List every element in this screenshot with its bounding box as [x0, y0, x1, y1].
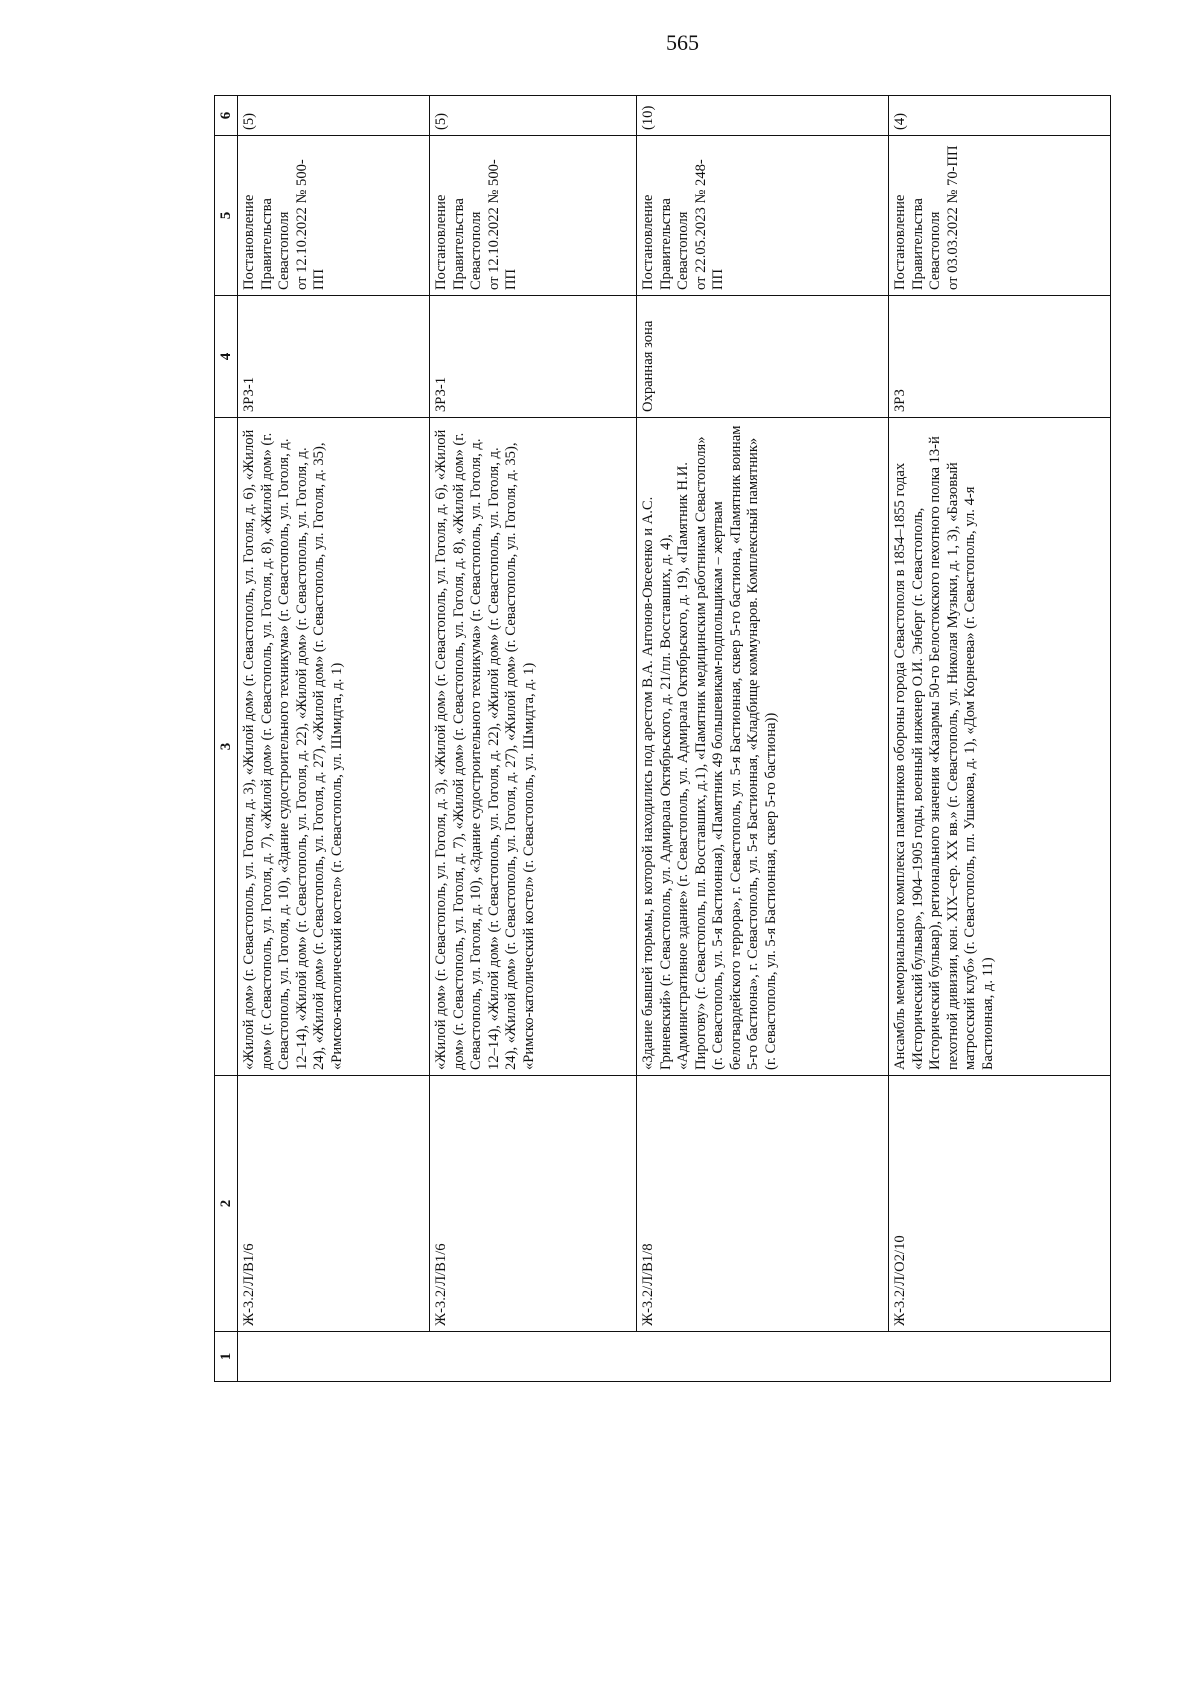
table-header-row	[215, 96, 238, 1382]
header-col-1: 1	[215, 1332, 238, 1382]
cell-document: Постановление Правительства Севастополя от 22.05.2023 № 248-ПП	[637, 136, 889, 296]
cell-code: Ж-3.2/Л/О2/10	[889, 1076, 1111, 1332]
cell-zone: Охранная зона	[637, 296, 889, 418]
cell-zone: ЗРЗ-1	[430, 296, 637, 418]
cell-note: (5)	[430, 96, 637, 136]
page-number: 565	[666, 30, 699, 55]
cell-objects: Ансамбль мемориального комплекса памятников обороны города Севастополя в 1854–1855 годах «Исторический бульвар», 1904–1905 годы, военный инженер О.И. Энберг (г. Севастополь, Исторический бульвар), регионального значения «Казармы 50-го Белостокского пехотного полка 13-й пехотной дивизии, кон. XIX–сер. XX вв.» (г. Севастополь, ул. Николая Музыки, д. 1, 3), «Базовый матросский клуб» (г. Севастополь, пл. Ушакова, д. 1), «Дом Корнеева» (г. Севастополь, ул. 4-я Бастионная, д. 11)	[889, 418, 1111, 1076]
table-row	[889, 96, 1111, 1382]
cell-objects: «Здание бывшей тюрьмы, в которой находились под арестом В.А. Антонов-Овсеенко и А.С. Гриневский» (г. Севастополь, ул. Адмирала Октябрьского, д. 21/пл. Восставших, д. 4), «Административное здание» (г. Севастополь, ул. Адмирала Октябрьского, д. 19), «Памятник Н.И. Пирогову» (г. Севастополь, пл. Восставших, д.1), «Памятник медицинским работникам Севастополя» (г. Севастополь, ул. 5-я Бастионная), «Памятник 49 большевикам-подпольщикам – жертвам белогвардейского террора», г. Севастополь, ул. 5-я Бастионная, сквер 5-го бастиона, «Памятник воинам 5-го бастиона», г. Севастополь, ул. 5-я Бастионная, «Кладбище коммунаров. Комплексный памятник» (г. Севастополь, ул. 5-я Бастионная, сквер 5-го бастиона))	[637, 418, 889, 1076]
table-row	[238, 96, 430, 1382]
cell-code: Ж-3.2/Л/В1/6	[238, 1076, 430, 1332]
header-col-6: 6	[215, 96, 238, 136]
cell-note: (4)	[889, 96, 1111, 136]
cell-zone: ЗРЗ-1	[238, 296, 430, 418]
zones-table	[214, 95, 1111, 1382]
cell-col-1-merged	[238, 1332, 1111, 1382]
table-row	[637, 96, 889, 1382]
cell-code: Ж-3.2/Л/В1/8	[637, 1076, 889, 1332]
header-col-3: 3	[215, 418, 238, 1076]
cell-objects: «Жилой дом» (г. Севастополь, ул. Гоголя, д. 3), «Жилой дом» (г. Севастополь, ул. Гоголя, д. 6), «Жилой дом» (г. Севастополь, ул. Гоголя, д. 7), «Жилой дом» (г. Севастополь, ул. Гоголя, д. 8), «Жилой дом» (г. Севастополь, ул. Гоголя, д. 10), «Здание судостроительного техникума» (г. Севастополь, ул. Гоголя, д. 12–14), «Жилой дом» (г. Севастополь, ул. Гоголя, д. 22), «Жилой дом» (г. Севастополь, ул. Гоголя, д. 24), «Жилой дом» (г. Севастополь, ул. Гоголя, д. 27), «Жилой дом» (г. Севастополь, ул. Гоголя, д. 35), «Римско-католический костел» (г. Севастополь, ул. Шмидта, д. 1)	[430, 418, 637, 1076]
cell-note: (10)	[637, 96, 889, 136]
cell-document: Постановление Правительства Севастополя от 03.03.2022 № 70-ПП	[889, 136, 1111, 296]
cell-document: Постановление Правительства Севастополя от 12.10.2022 № 500-ПП	[238, 136, 430, 296]
cell-note: (5)	[238, 96, 430, 136]
header-col-2: 2	[215, 1076, 238, 1332]
header-col-4: 4	[215, 296, 238, 418]
cell-code: Ж-3.2/Л/В1/6	[430, 1076, 637, 1332]
rotated-table-container	[214, 96, 1080, 1382]
table-row	[430, 96, 637, 1382]
cell-document: Постановление Правительства Севастополя от 12.10.2022 № 500-ПП	[430, 136, 637, 296]
header-col-5: 5	[215, 136, 238, 296]
cell-objects: «Жилой дом» (г. Севастополь, ул. Гоголя, д. 3), «Жилой дом» (г. Севастополь, ул. Гоголя, д. 6), «Жилой дом» (г. Севастополь, ул. Гоголя, д. 7), «Жилой дом» (г. Севастополь, ул. Гоголя, д. 8), «Жилой дом» (г. Севастополь, ул. Гоголя, д. 10), «Здание судостроительного техникума» (г. Севастополь, ул. Гоголя, д. 12–14), «Жилой дом» (г. Севастополь, ул. Гоголя, д. 22), «Жилой дом» (г. Севастополь, ул. Гоголя, д. 24), «Жилой дом» (г. Севастополь, ул. Гоголя, д. 27), «Жилой дом» (г. Севастополь, ул. Гоголя, д. 35), «Римско-католический костел» (г. Севастополь, ул. Шмидта, д. 1)	[238, 418, 430, 1076]
cell-zone: ЗРЗ	[889, 296, 1111, 418]
